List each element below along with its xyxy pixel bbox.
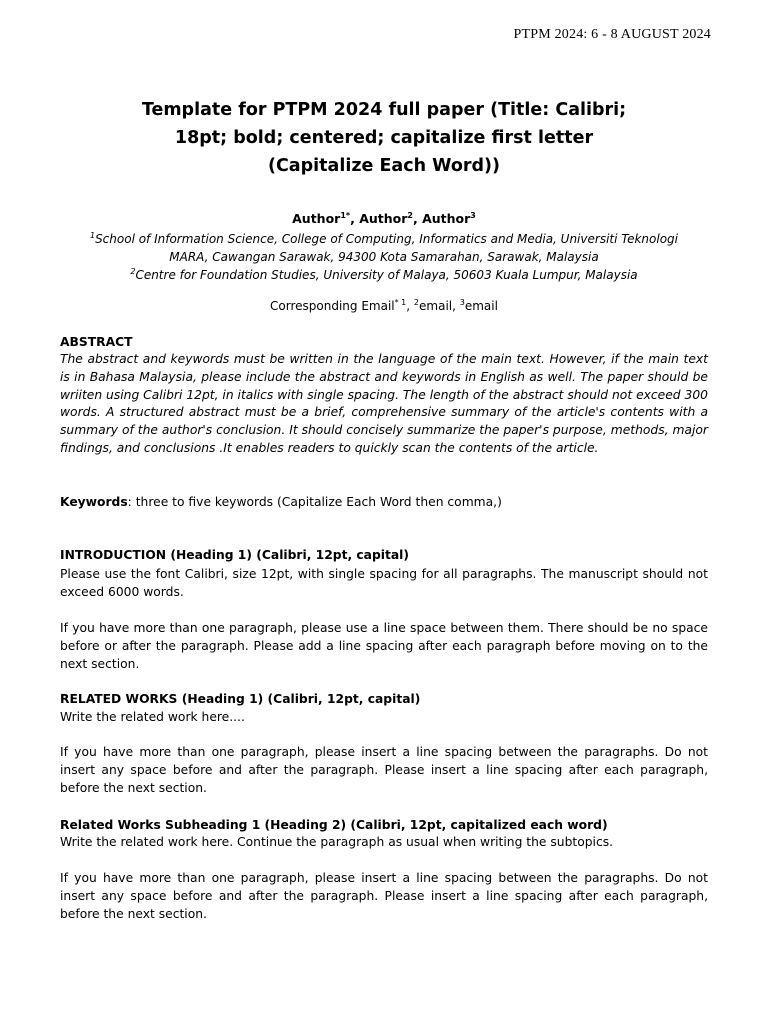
keywords-label: Keywords	[60, 495, 128, 509]
abstract-text: The abstract and keywords must be written in the language of the main text. However, if the main text is in Bahasa Malaysia, please include the abstract and keywords in English as well. The paper should be wriiten using Calibri 12pt, in italics with single spacing. The length of the abstract should not exceed 300 words. A structured abstract must be a brief, comprehensive summary of the article's contents with a summary of the author's conclusion. It should concisely summarize the paper's purpose, methods, major findings, and conclusions .It enables readers to quickly scan the contents of the article.	[60, 352, 708, 455]
related-works-paragraph-1: Write the related work here....	[60, 710, 245, 724]
paper-title	[60, 96, 708, 180]
affiliation-1: $^1$School of Information Science, College of Computing, Informatics and Media, Universiti Teknologi MARA, Cawangan Sarawak, 94300 Kota Samarahan, Sarawak, Malaysia	[89, 231, 679, 264]
author-1: Author	[292, 211, 341, 227]
author-1-sup: 1*	[340, 211, 351, 220]
title-line-3: (Capitalize Each Word))	[267, 156, 501, 176]
author-3: Author	[422, 211, 471, 227]
subheading-paragraph-1: Write the related work here. Continue the paragraph as usual when writing the subtopics.	[60, 835, 614, 849]
abstract-heading: ABSTRACT	[60, 335, 133, 349]
title-line-2: 18pt; bold; centered; capitalize first letter	[174, 128, 594, 148]
author-list: Author$^{1*}$, Author$^2$, Author$^3$	[292, 211, 476, 227]
author-2-sup: 2	[407, 211, 413, 220]
title-line-1: Template for PTPM 2024 full paper (Title: Calibri;	[141, 100, 627, 120]
author-2: Author	[359, 211, 408, 227]
corresponding-email: Corresponding Email$^{* 1}$, $^2$email, $^3$email	[270, 298, 498, 313]
keywords-text: : three to five keywords (Capitalize Each Word then comma,)	[127, 495, 502, 509]
conference-header: PTPM 2024: 6 - 8 AUGUST 2024	[513, 27, 711, 42]
introduction-heading: INTRODUCTION (Heading 1) (Calibri, 12pt, capital)	[60, 548, 410, 562]
related-works-paragraph-2: If you have more than one paragraph, please insert a line spacing between the paragraphs. Do not insert any space before and after the paragraph. Please insert a line spacing after each paragraph, before the next section.	[60, 745, 708, 795]
related-works-heading: RELATED WORKS (Heading 1) (Calibri, 12pt, capital)	[60, 692, 421, 706]
introduction-paragraph-2: If you have more than one paragraph, please use a line space between them. There should be no space before or after the paragraph. Please add a line spacing after each paragraph before moving on to the next section.	[60, 621, 708, 671]
keywords	[60, 494, 708, 512]
subheading-paragraph-2: If you have more than one paragraph, please insert a line spacing between the paragraphs. Do not insert any space before and after the paragraph. Please insert a line spacing after each paragraph, before the next section.	[60, 871, 708, 921]
affiliation-2: $^2$Centre for Foundation Studies, University of Malaya, 50603 Kuala Lumpur, Malaysia	[130, 267, 638, 282]
introduction-paragraph-1: Please use the font Calibri, size 12pt, with single spacing for all paragraphs. The manuscript should not exceed 6000 words.	[60, 567, 708, 599]
author-3-sup: 3	[470, 211, 476, 220]
subheading-heading: Related Works Subheading 1 (Heading 2) (Calibri, 12pt, capitalized each word)	[60, 818, 608, 832]
